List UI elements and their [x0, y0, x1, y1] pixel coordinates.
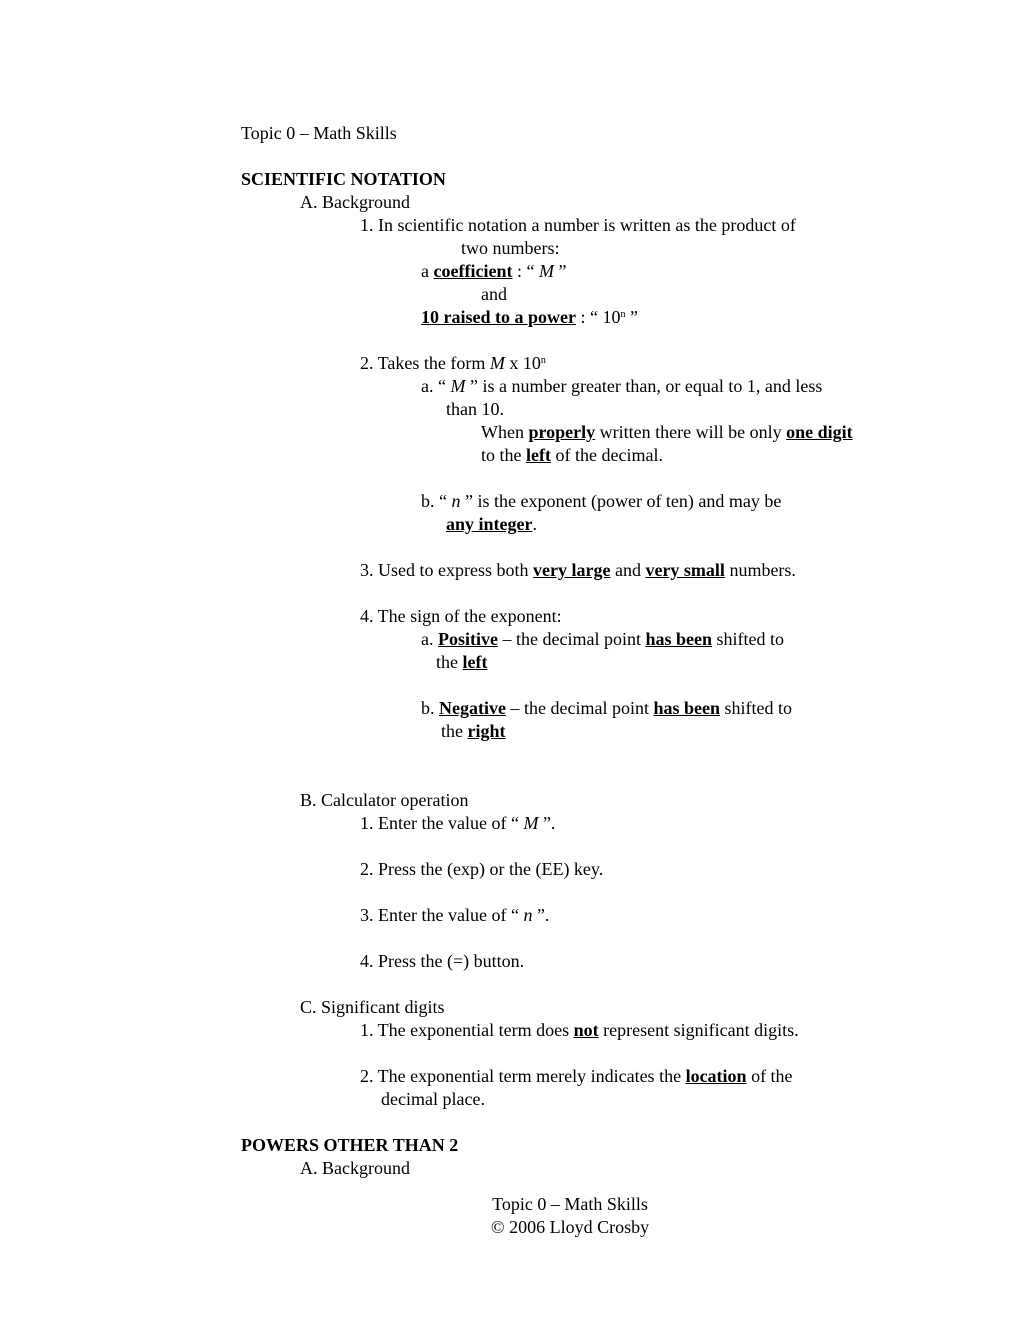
subsection-b-title: B. Calculator operation — [300, 790, 469, 810]
text: ” is a number greater than, or equal to 1, and less — [465, 376, 823, 396]
text: 3. Used to express both — [360, 560, 533, 580]
term-has-been: has been — [645, 629, 712, 649]
footer-topic: Topic 0 – Math Skills — [492, 1194, 648, 1214]
symbol-n: n — [451, 491, 461, 511]
term-not: not — [573, 1020, 599, 1040]
section-heading-powers: POWERS OTHER THAN 2 — [241, 1135, 459, 1155]
power-line — [421, 306, 638, 328]
text: shifted to — [719, 698, 792, 718]
item-a4b-line1 — [421, 697, 792, 719]
term-negative: Negative — [439, 698, 506, 718]
to-the-left-line — [481, 444, 663, 466]
term-right: right — [467, 721, 506, 741]
when-properly-line — [481, 421, 853, 443]
item-a2 — [360, 352, 546, 374]
term-location: location — [685, 1066, 747, 1086]
item-a3 — [360, 559, 796, 581]
item-a4b-line2 — [441, 720, 506, 742]
exponent-n: n — [620, 309, 626, 320]
text: b. — [421, 698, 439, 718]
text: : “ 10 — [575, 307, 621, 327]
term-properly: properly — [528, 422, 596, 442]
section-heading-scientific-notation: SCIENTIFIC NOTATION — [241, 169, 446, 189]
symbol-m: M — [523, 813, 539, 833]
symbol-n: n — [523, 905, 533, 925]
symbol-m: M — [489, 353, 505, 373]
text: a. — [421, 629, 438, 649]
text: represent significant digits. — [598, 1020, 799, 1040]
item-a4a-line2 — [436, 651, 487, 673]
term-has-been: has been — [653, 698, 720, 718]
text: numbers. — [724, 560, 796, 580]
coefficient-line — [421, 260, 566, 282]
text: of the decimal. — [550, 445, 663, 465]
subsection-a-title: A. Background — [300, 192, 410, 212]
exponent-n: n — [540, 355, 546, 366]
term-very-small: very small — [645, 560, 725, 580]
term-left: left — [526, 445, 551, 465]
text: 3. Enter the value of “ — [360, 905, 524, 925]
term-very-large: very large — [532, 560, 611, 580]
item-a2b-line1 — [421, 490, 781, 512]
page-header-topic: Topic 0 – Math Skills — [241, 123, 397, 143]
powers-subsection-a-title: A. Background — [300, 1158, 410, 1178]
term-10-raised-to-a-power: 10 raised to a power — [421, 307, 576, 327]
text: a — [421, 261, 434, 281]
text: written there will be only — [595, 422, 787, 442]
text: ” — [625, 307, 638, 327]
text: ” — [553, 261, 567, 281]
item-a4: 4. The sign of the exponent: — [360, 606, 562, 626]
item-b2: 2. Press the (exp) or the (EE) key. — [360, 859, 604, 879]
term-coefficient: coefficient — [433, 261, 513, 281]
subsection-c-title: C. Significant digits — [300, 997, 445, 1017]
text: ”. — [538, 813, 556, 833]
text: a. “ — [421, 376, 451, 396]
item-a1-line2: two numbers: — [461, 238, 560, 258]
text: ” is the exponent (power of ten) and may be — [460, 491, 782, 511]
text: the — [436, 652, 463, 672]
text: of the — [746, 1066, 793, 1086]
item-c2-line2: decimal place. — [381, 1089, 485, 1109]
term-one-digit: one digit — [786, 422, 853, 442]
text: ”. — [532, 905, 550, 925]
text: When — [481, 422, 529, 442]
term-positive: Positive — [438, 629, 498, 649]
symbol-m: M — [450, 376, 466, 396]
item-b1 — [360, 812, 555, 834]
item-a4a-line1 — [421, 628, 784, 650]
item-c1 — [360, 1019, 799, 1041]
symbol-m: M — [538, 261, 554, 281]
item-b4: 4. Press the (=) button. — [360, 951, 525, 971]
text: 2. The exponential term merely indicates the — [360, 1066, 686, 1086]
text: . — [532, 514, 537, 534]
text: : “ — [512, 261, 539, 281]
text: b. “ — [421, 491, 452, 511]
item-a2a-line2: than 10. — [446, 399, 504, 419]
and-line: and — [481, 284, 507, 304]
item-a2a-line1 — [421, 375, 822, 397]
term-any-integer: any integer — [446, 514, 533, 534]
text: and — [610, 560, 646, 580]
footer-copyright: © 2006 Lloyd Crosby — [490, 1217, 650, 1237]
term-left: left — [462, 652, 488, 672]
text: – the decimal point — [498, 629, 646, 649]
text: the — [441, 721, 468, 741]
text: to the — [481, 445, 526, 465]
item-a1-line1: 1. In scientific notation a number is written as the product of — [360, 215, 796, 235]
text: – the decimal point — [505, 698, 654, 718]
item-c2-line1 — [360, 1065, 793, 1087]
text: 1. The exponential term does — [360, 1020, 574, 1040]
text: x 10 — [504, 353, 541, 373]
text: 1. Enter the value of “ — [360, 813, 524, 833]
item-b3 — [360, 904, 549, 926]
item-a2b-line2 — [446, 513, 537, 535]
text: shifted to — [711, 629, 784, 649]
text: 2. Takes the form — [360, 353, 490, 373]
